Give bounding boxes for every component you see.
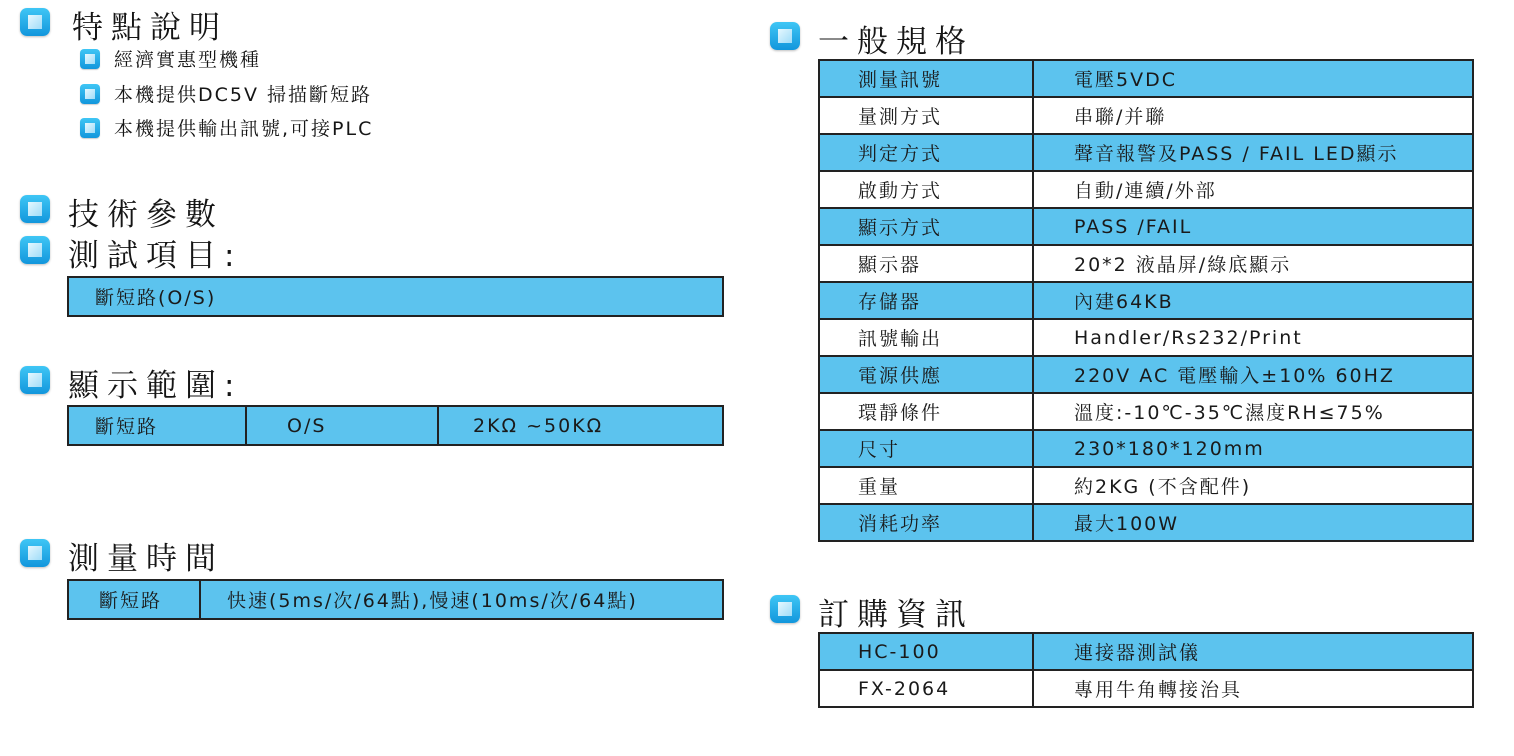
spec-label: 量測方式 bbox=[819, 97, 1033, 134]
section-bullet-icon bbox=[20, 366, 50, 394]
order-desc: 專用牛角轉接治具 bbox=[1033, 670, 1473, 707]
table-row bbox=[819, 393, 1473, 430]
specs-title: 一般規格 bbox=[818, 24, 974, 60]
table-row bbox=[819, 208, 1473, 245]
table-row bbox=[819, 245, 1473, 282]
measure-time-label: 斷短路 bbox=[68, 580, 200, 619]
specs-table bbox=[818, 59, 1474, 542]
spec-label: 重量 bbox=[819, 467, 1033, 504]
display-range-cell: 2KΩ ~50KΩ bbox=[438, 406, 723, 445]
section-bullet-icon bbox=[20, 539, 50, 567]
table-row bbox=[819, 633, 1473, 670]
spec-value: 230*180*120mm bbox=[1033, 430, 1473, 467]
spec-value: 溫度:-10℃-35℃濕度RH≤75% bbox=[1033, 393, 1473, 430]
table-row bbox=[819, 319, 1473, 356]
table-row bbox=[819, 97, 1473, 134]
spec-value: 20*2 液晶屏/綠底顯示 bbox=[1033, 245, 1473, 282]
list-bullet-icon bbox=[80, 84, 100, 104]
spec-value: 自動/連續/外部 bbox=[1033, 171, 1473, 208]
spec-label: 存儲器 bbox=[819, 282, 1033, 319]
spec-label: 環靜條件 bbox=[819, 393, 1033, 430]
spec-value: 220V AC 電壓輸入±10% 60HZ bbox=[1033, 356, 1473, 393]
spec-label: 測量訊號 bbox=[819, 60, 1033, 97]
spec-value: 串聯/并聯 bbox=[1033, 97, 1473, 134]
spec-value: 內建64KB bbox=[1033, 282, 1473, 319]
test-items-title: 測試項目: bbox=[68, 238, 243, 274]
table-row bbox=[819, 60, 1473, 97]
order-model: FX-2064 bbox=[819, 670, 1033, 707]
table-row bbox=[819, 430, 1473, 467]
spec-label: 顯示器 bbox=[819, 245, 1033, 282]
section-bullet-icon bbox=[20, 195, 50, 223]
spec-label: 訊號輸出 bbox=[819, 319, 1033, 356]
spec-value: 約2KG (不含配件) bbox=[1033, 467, 1473, 504]
spec-label: 消耗功率 bbox=[819, 504, 1033, 541]
display-range-title: 顯示範圍: bbox=[68, 368, 243, 404]
spec-value: Handler/Rs232/Print bbox=[1033, 319, 1473, 356]
spec-value: 最大100W bbox=[1033, 504, 1473, 541]
order-table bbox=[818, 632, 1474, 708]
test-items-table bbox=[67, 276, 724, 317]
table-row bbox=[819, 670, 1473, 707]
spec-value: 電壓5VDC bbox=[1033, 60, 1473, 97]
list-bullet-icon bbox=[80, 49, 100, 69]
feature-item: 本機提供DC5V 掃描斷短路 bbox=[114, 84, 373, 106]
measure-time-title: 測量時間 bbox=[68, 541, 224, 577]
spec-label: 尺寸 bbox=[819, 430, 1033, 467]
section-bullet-icon bbox=[20, 8, 50, 36]
spec-value: PASS /FAIL bbox=[1033, 208, 1473, 245]
spec-label: 顯示方式 bbox=[819, 208, 1033, 245]
spec-label: 啟動方式 bbox=[819, 171, 1033, 208]
measure-time-table bbox=[67, 579, 724, 620]
feature-item: 本機提供輸出訊號,可接PLC bbox=[114, 118, 374, 140]
test-items-value: 斷短路(O/S) bbox=[68, 277, 723, 316]
feature-item: 經濟實惠型機種 bbox=[114, 49, 262, 71]
display-range-cell: 斷短路 bbox=[68, 406, 246, 445]
section-bullet-icon bbox=[770, 22, 800, 50]
display-range-cell: O/S bbox=[246, 406, 438, 445]
table-row bbox=[819, 171, 1473, 208]
spec-label: 判定方式 bbox=[819, 134, 1033, 171]
table-row bbox=[819, 356, 1473, 393]
features-title: 特點說明 bbox=[72, 10, 228, 46]
table-row bbox=[819, 282, 1473, 319]
order-title: 訂購資訊 bbox=[818, 597, 974, 633]
measure-time-value: 快速(5ms/次/64點),慢速(10ms/次/64點) bbox=[200, 580, 723, 619]
table-row bbox=[819, 504, 1473, 541]
spec-value: 聲音報警及PASS / FAIL LED顯示 bbox=[1033, 134, 1473, 171]
tech-title: 技術參數 bbox=[68, 197, 224, 233]
section-bullet-icon bbox=[770, 595, 800, 623]
order-desc: 連接器測試儀 bbox=[1033, 633, 1473, 670]
spec-label: 電源供應 bbox=[819, 356, 1033, 393]
list-bullet-icon bbox=[80, 118, 100, 138]
section-bullet-icon bbox=[20, 236, 50, 264]
order-model: HC-100 bbox=[819, 633, 1033, 670]
display-range-table bbox=[67, 405, 724, 446]
table-row bbox=[819, 134, 1473, 171]
table-row bbox=[819, 467, 1473, 504]
